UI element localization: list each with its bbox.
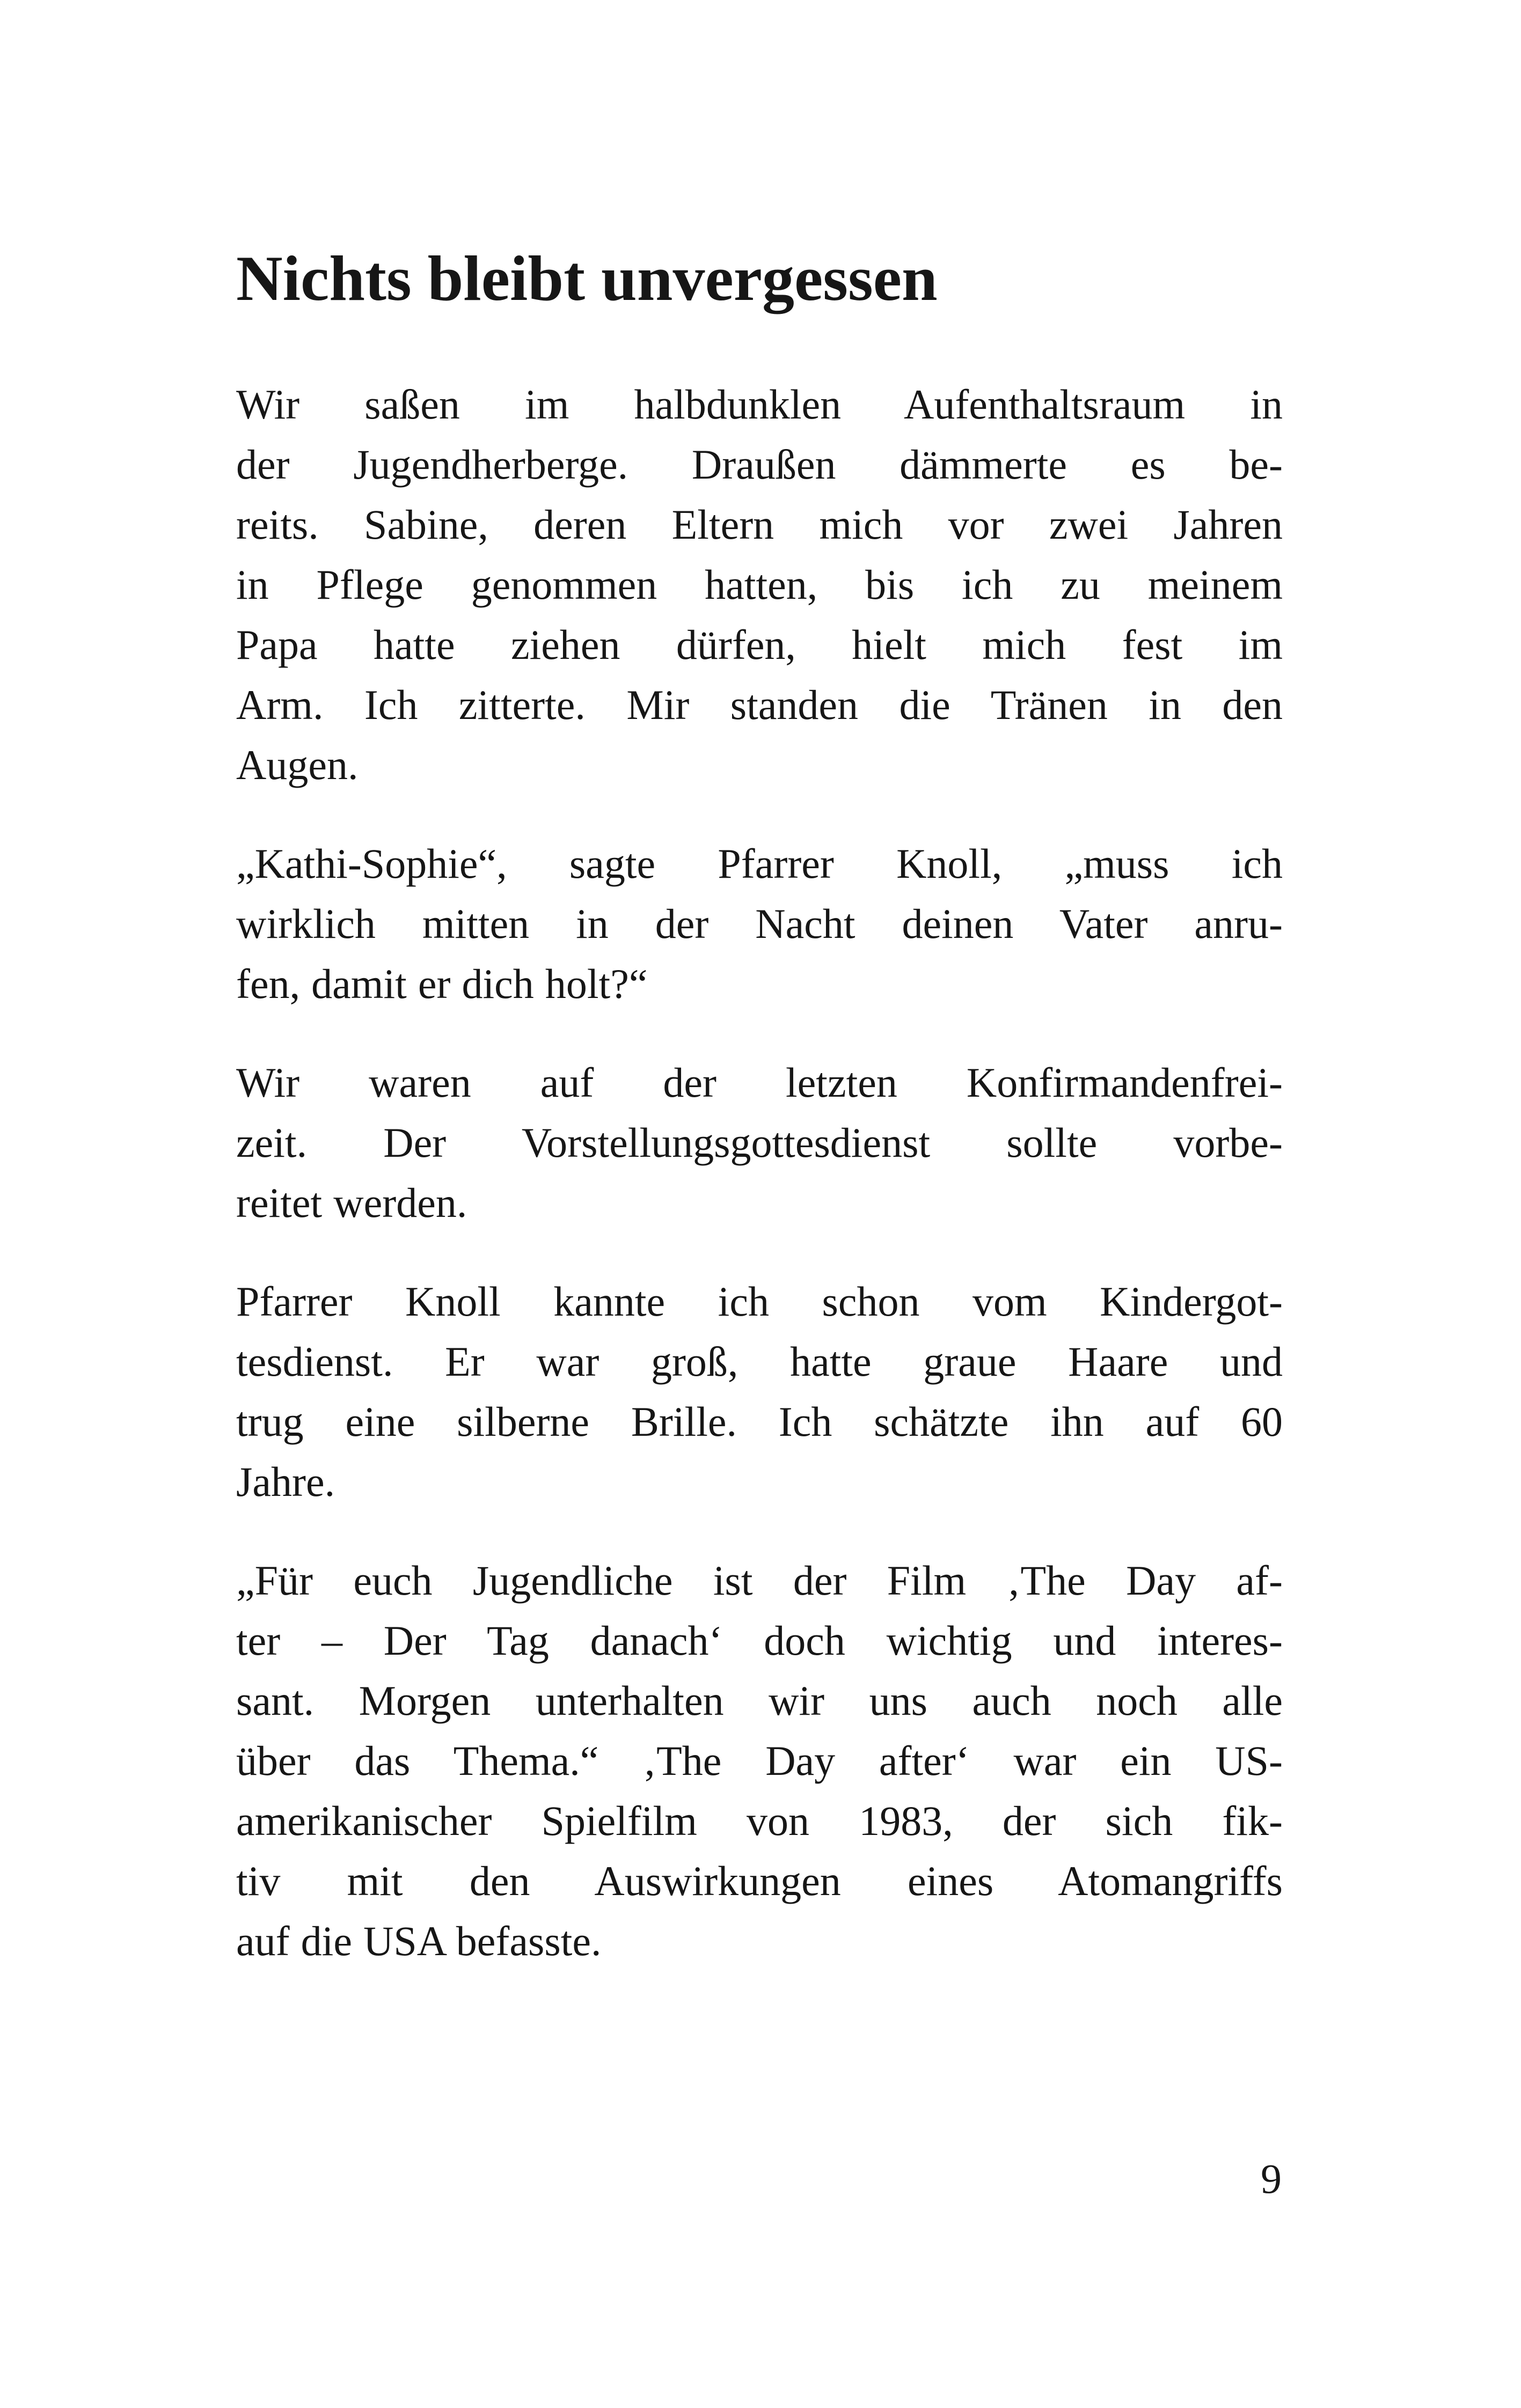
text-line: Papa hatte ziehen dürfen, hielt mich fest im: [236, 621, 1283, 668]
paragraph: [236, 1053, 1283, 1233]
text-line: amerikanischer Spielfilm von 1983, der sich fik-: [236, 1797, 1283, 1844]
text-line: Augen.: [236, 742, 359, 788]
text-line: in Pflege genommen hatten, bis ich zu meinem: [236, 561, 1283, 608]
text-line: „Für euch Jugendliche ist der Film ‚The Day af-: [236, 1557, 1283, 1604]
text-line: Jahre.: [236, 1458, 335, 1505]
text-line: trug eine silberne Brille. Ich schätzte ihn auf 60: [236, 1398, 1283, 1445]
text-line: der Jugendherberge. Draußen dämmerte es be-: [236, 441, 1283, 488]
text-column: [236, 241, 1283, 1971]
text-line: reits. Sabine, deren Eltern mich vor zwei Jahren: [236, 501, 1283, 548]
paragraph: [236, 375, 1283, 795]
chapter-title: Nichts bleibt unvergessen: [236, 243, 938, 314]
text-line: auf die USA befasste.: [236, 1918, 602, 1964]
text-line: Wir waren auf der letzten Konfirmandenfrei-: [236, 1059, 1283, 1106]
text-line: Wir saßen im halbdunklen Aufenthaltsraum in: [236, 381, 1283, 428]
text-line: zeit. Der Vorstellungsgottesdienst sollte vorbe-: [236, 1119, 1283, 1166]
page-number: 9: [1261, 2155, 1282, 2202]
text-line: ter – Der Tag danach‘ doch wichtig und interes-: [236, 1617, 1283, 1664]
text-line: über das Thema.“ ‚The Day after‘ war ein US-: [236, 1737, 1283, 1784]
text-line: Pfarrer Knoll kannte ich schon vom Kindergot-: [236, 1278, 1283, 1325]
body-text: [236, 375, 1283, 1971]
text-line: tiv mit den Auswirkungen eines Atomangriffs: [236, 1858, 1283, 1904]
text-line: Arm. Ich zitterte. Mir standen die Tränen in den: [236, 681, 1283, 728]
text-line: fen, damit er dich holt?“: [236, 960, 648, 1007]
text-line: „Kathi-Sophie“, sagte Pfarrer Knoll, „muss ich: [236, 840, 1283, 887]
paragraph: [236, 1551, 1283, 1971]
text-line: sant. Morgen unterhalten wir uns auch noch alle: [236, 1677, 1283, 1724]
text-line: wirklich mitten in der Nacht deinen Vater anru-: [236, 900, 1283, 947]
text-line: tesdienst. Er war groß, hatte graue Haare und: [236, 1338, 1283, 1385]
text-line: reitet werden.: [236, 1179, 467, 1226]
paragraph: [236, 834, 1283, 1014]
paragraph: [236, 1272, 1283, 1512]
